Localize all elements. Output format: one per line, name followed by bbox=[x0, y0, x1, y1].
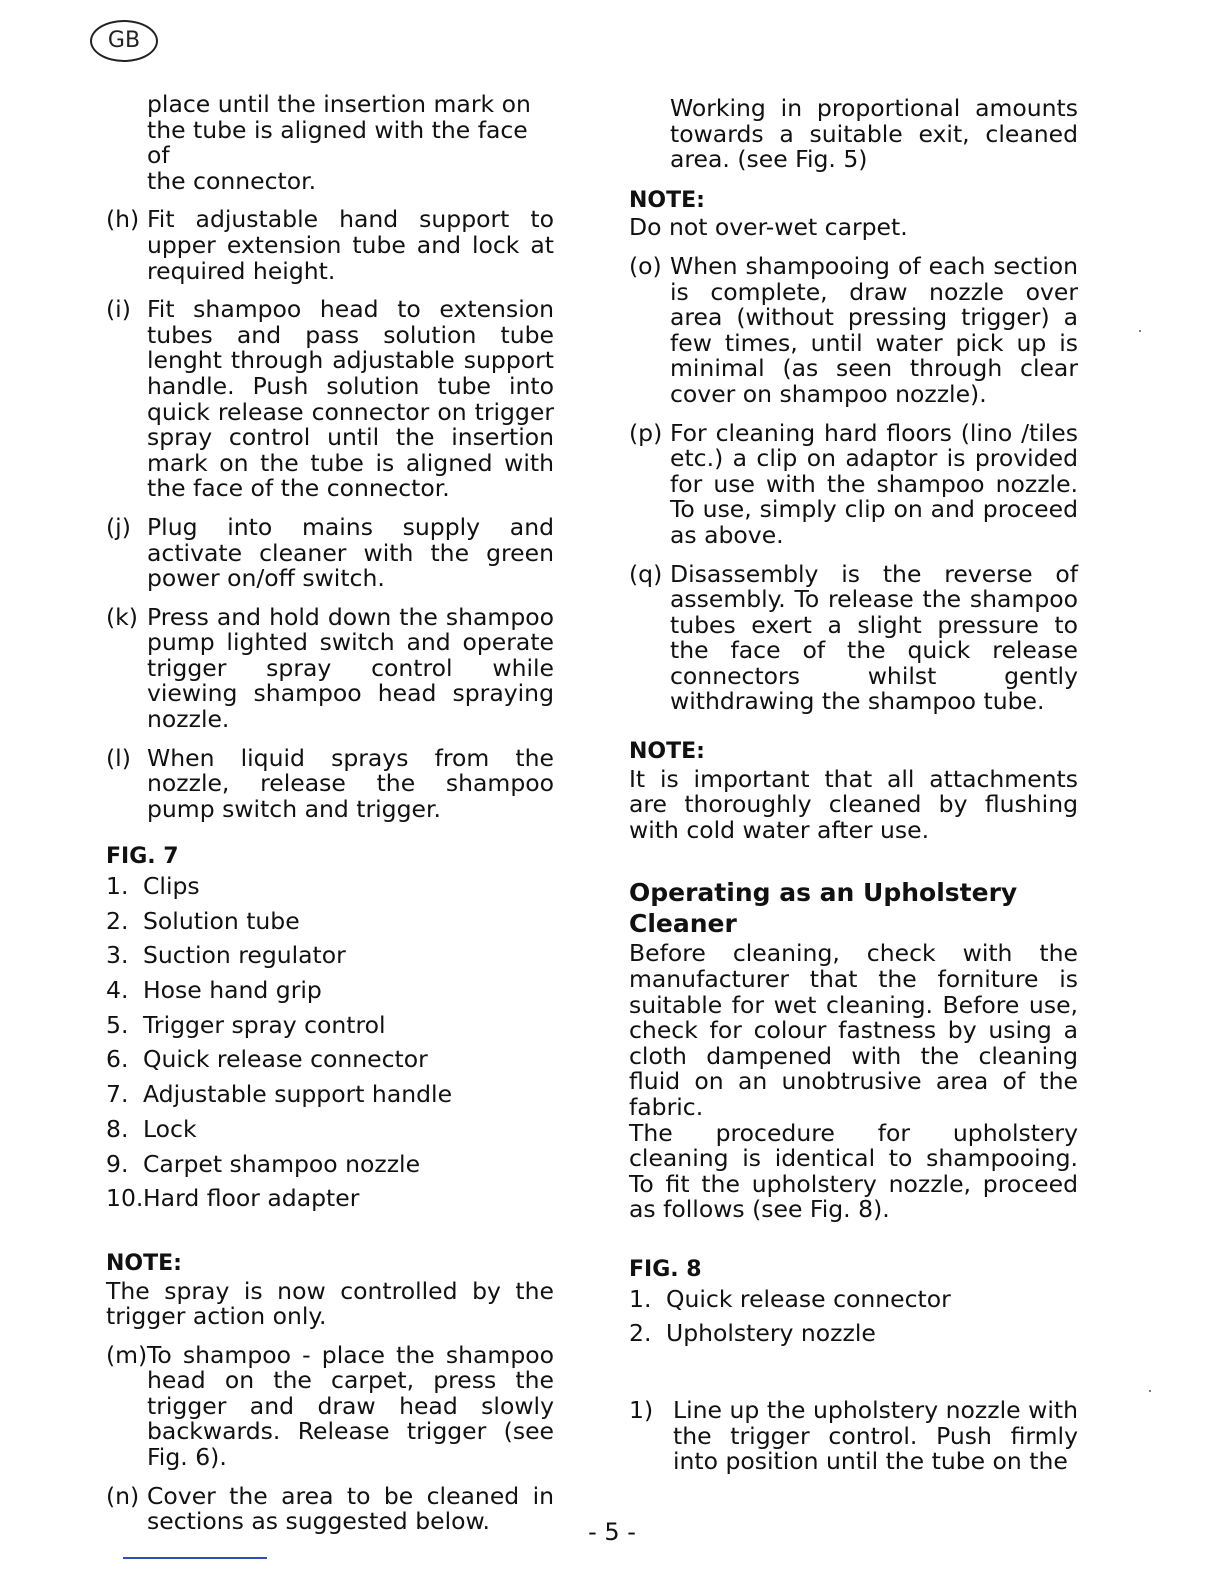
step-text: For cleaning hard floors (lino /tiles etc.) a clip on adaptor is provided for use with the shampoo nozzle. To use, simply clip on and proceed as above. bbox=[670, 418, 1078, 549]
fig7-list bbox=[106, 874, 554, 1221]
footer-rule bbox=[123, 1557, 267, 1559]
step-text: Press and hold down the shampoo pump lighted switch and operate trigger spray control while viewing shampoo head spraying nozzle. bbox=[147, 602, 554, 734]
step-marker: (k) bbox=[106, 602, 138, 631]
note-heading: NOTE: bbox=[629, 739, 705, 765]
section-paragraph: Before cleaning, check with the manufacturer that the forniture is suitable for wet cleaning. Before use, check for colour fastness by using a cloth dampened with the cleaning fluid on an unobtrusive area of the fabric. bbox=[629, 939, 1078, 1121]
step-m bbox=[106, 1340, 554, 1472]
intro-line: the tube is aligned with the face of bbox=[147, 115, 528, 170]
list-label: Quick release connector bbox=[143, 1045, 428, 1074]
intro-line: the connector. bbox=[147, 166, 317, 195]
list-item bbox=[106, 1149, 554, 1187]
list-item bbox=[106, 1114, 554, 1152]
list-number: 5. bbox=[106, 1010, 129, 1039]
intro-text: Working in proportional amounts towards a suitable exit, cleaned area. (see Fig. 5) bbox=[670, 94, 1078, 174]
list-item bbox=[106, 1082, 554, 1117]
step-text: When liquid sprays from the nozzle, release the shampoo pump switch and trigger. bbox=[147, 743, 554, 823]
step-text: To shampoo - place the shampoo head on the carpet, press the trigger and draw head slowly backwards. Release trigger (see Fig. 6). bbox=[147, 1340, 554, 1472]
left-column bbox=[106, 92, 554, 1548]
step-marker: (l) bbox=[106, 743, 131, 772]
note-heading: NOTE: bbox=[106, 1250, 182, 1276]
step-marker: 1) bbox=[629, 1395, 654, 1424]
page-number: - 5 - bbox=[588, 1518, 636, 1546]
step-text: Fit shampoo head to extension tubes and pass solution tube lenght through adjustable support handle. Push solution tube into quick release connector on trigger spray control until the insertion mark on the tube is aligned with the face of the connector. bbox=[147, 295, 554, 503]
note-heading: NOTE: bbox=[629, 187, 705, 213]
list-number: 2. bbox=[629, 1319, 652, 1348]
list-number: 2. bbox=[106, 906, 129, 935]
step-i bbox=[106, 297, 554, 502]
list-label: Lock bbox=[143, 1114, 197, 1143]
step-text: Line up the upholstery nozzle with the trigger control. Push firmly into position until the tube on the bbox=[673, 1395, 1078, 1476]
list-item bbox=[106, 978, 554, 1013]
list-item bbox=[106, 906, 554, 944]
step-text: Disassembly is the reverse of assembly. To release the shampoo tubes exert a slight pressure to the face of the quick release connectors whilst gently withdrawing the shampoo tube. bbox=[670, 559, 1078, 716]
list-number: 3. bbox=[106, 941, 129, 970]
fig8-list bbox=[629, 1284, 1078, 1356]
step-marker: (q) bbox=[629, 559, 663, 588]
list-item bbox=[106, 1010, 554, 1048]
section-title: Operating as an Upholstery Cleaner bbox=[629, 878, 1018, 939]
note-text: The spray is now controlled by the trigger action only. bbox=[106, 1276, 554, 1331]
list-item bbox=[106, 943, 554, 978]
intro-text bbox=[106, 92, 554, 194]
list-item bbox=[106, 874, 554, 909]
step-1 bbox=[629, 1395, 1078, 1476]
step-j bbox=[106, 512, 554, 593]
list-number: 6. bbox=[106, 1045, 129, 1074]
list-number: 4. bbox=[106, 976, 129, 1005]
section-paragraph: The procedure for upholstery cleaning is identical to shampooing. To fit the upholstery nozzle, proceed as follows (see Fig. 8). bbox=[629, 1118, 1078, 1224]
step-k bbox=[106, 602, 554, 734]
step-o bbox=[629, 251, 1078, 408]
step-marker: (j) bbox=[106, 512, 131, 541]
list-number: 1. bbox=[106, 872, 129, 901]
language-badge: GB bbox=[90, 20, 158, 62]
list-label: Clips bbox=[143, 872, 200, 901]
list-label: Hard floor adapter bbox=[143, 1184, 360, 1213]
list-label: Upholstery nozzle bbox=[666, 1319, 876, 1348]
step-text: When shampooing of each section is complete, draw nozzle over area (without pressing trigger) a few times, until water pick up is minimal (as seen through clear cover on shampoo nozzle). bbox=[670, 251, 1078, 408]
list-item bbox=[106, 1186, 554, 1221]
list-label: Hose hand grip bbox=[143, 976, 322, 1005]
list-number: 8. bbox=[106, 1114, 129, 1143]
list-label: Adjustable support handle bbox=[143, 1080, 453, 1109]
scan-speck bbox=[1139, 330, 1141, 332]
list-label: Quick release connector bbox=[666, 1284, 951, 1313]
fig8-heading: FIG. 8 bbox=[629, 1256, 702, 1282]
step-marker: (o) bbox=[629, 251, 662, 280]
step-text: Fit adjustable hand support to upper extension tube and lock at required height. bbox=[147, 205, 554, 285]
list-item bbox=[106, 1047, 554, 1082]
list-label: Suction regulator bbox=[143, 941, 346, 970]
fig7-heading: FIG. 7 bbox=[106, 844, 179, 870]
step-h bbox=[106, 207, 554, 284]
list-item bbox=[629, 1284, 1078, 1322]
step-marker: (m) bbox=[106, 1340, 148, 1369]
list-number: 9. bbox=[106, 1149, 129, 1178]
note-text: Do not over-wet carpet. bbox=[629, 213, 908, 242]
list-item bbox=[629, 1321, 1078, 1356]
scan-speck bbox=[1149, 1390, 1151, 1392]
list-number: 10. bbox=[106, 1184, 144, 1213]
step-marker: (p) bbox=[629, 418, 663, 447]
step-marker: (i) bbox=[106, 295, 131, 324]
step-marker: (n) bbox=[106, 1481, 140, 1510]
step-text: Cover the area to be cleaned in sections as suggested below. bbox=[147, 1481, 554, 1536]
list-number: 1. bbox=[629, 1284, 652, 1313]
step-q bbox=[629, 559, 1078, 716]
step-text: Plug into mains supply and activate cleaner with the green power on/off switch. bbox=[147, 512, 554, 593]
list-label: Carpet shampoo nozzle bbox=[143, 1149, 421, 1178]
right-column bbox=[629, 96, 1078, 1488]
step-marker: (h) bbox=[106, 205, 140, 234]
list-label: Trigger spray control bbox=[143, 1010, 386, 1039]
step-l bbox=[106, 743, 554, 823]
intro-line: place until the insertion mark on bbox=[147, 90, 531, 118]
list-number: 7. bbox=[106, 1080, 129, 1109]
list-label: Solution tube bbox=[143, 906, 300, 935]
note-text: It is important that all attachments are thoroughly cleaned by flushing with cold water after use. bbox=[629, 764, 1078, 844]
step-p bbox=[629, 418, 1078, 549]
